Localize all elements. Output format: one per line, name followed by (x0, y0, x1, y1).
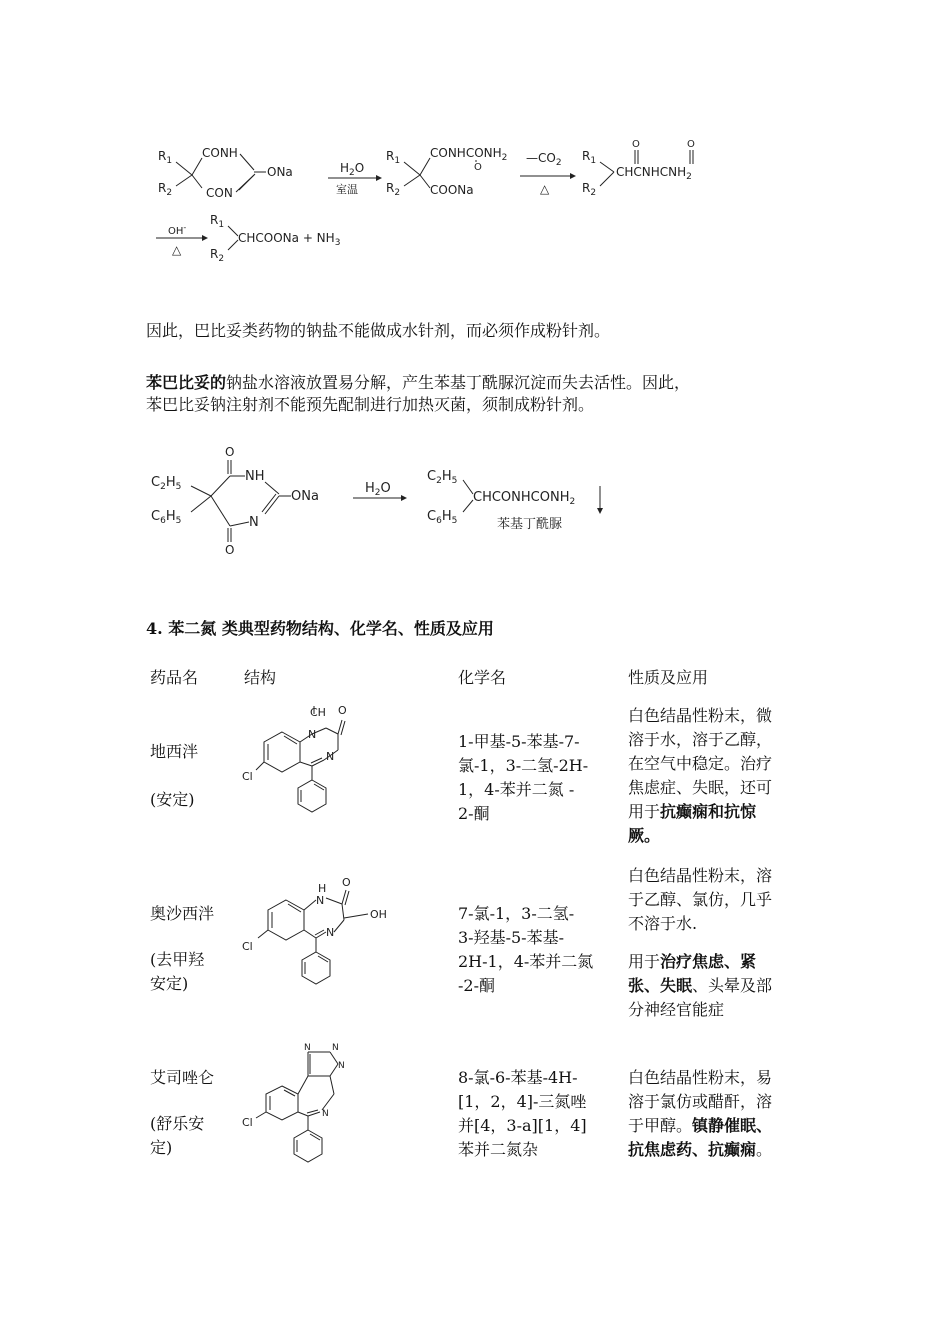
phenylbutyrylurea-name: 苯基丁酰脲 (497, 517, 563, 532)
svg-text:O: O (632, 139, 640, 150)
con-label: CON (206, 186, 233, 200)
r1-label: $R_1$ (158, 149, 173, 166)
paragraph-phenobarbital (146, 372, 806, 416)
final-product-label: CHCOONa + $NH_3$ (238, 231, 341, 248)
conhconh2-label: $CONHCONH_2$ (430, 146, 508, 163)
acylurea-product-label: $CHCNHCNH_2$ (616, 165, 692, 182)
header-structure: 结构 (244, 668, 277, 687)
svg-text:Cl: Cl (242, 1116, 253, 1129)
heat-symbol: △ (540, 182, 550, 196)
svg-text:Cl: Cl (242, 770, 253, 783)
coona-label: COONa (430, 183, 474, 197)
svg-text:OH-: OH- (168, 223, 187, 237)
svg-text:H: H (318, 882, 327, 895)
svg-text:R2: $R_2$ (386, 181, 401, 198)
oxazepam-chemical-name: 7-氯-1，3-二氢- 3-羟基-5-苯基- 2H-1，4-苯并二氮 -2-酮 (458, 904, 594, 995)
svg-text:R1: $R_1$ (582, 149, 597, 166)
svg-text:C6H5: $C_6H_5$ (427, 509, 458, 526)
svg-text:N: N (308, 728, 317, 741)
reaction-scheme-barbiturate-hydrolysis (140, 130, 730, 270)
svg-text:R1: $R_1$ (210, 213, 225, 230)
svg-text:Cl: Cl (242, 940, 253, 953)
svg-text:C6H5: $C_6H_5$ (151, 509, 182, 526)
condition-room-temp: 室温 (336, 183, 358, 196)
reagent-h2o: $H_2O$ (340, 161, 365, 178)
svg-text:OH: OH (370, 908, 387, 921)
svg-text:R1: $R_1$ (386, 149, 401, 166)
svg-text:R2: $R_2$ (582, 181, 597, 198)
svg-text:O: O (338, 704, 347, 717)
estazolam-structure (238, 1040, 368, 1170)
svg-text:N: N (332, 1043, 339, 1053)
svg-text:N: N (316, 894, 325, 907)
svg-text:N: N (326, 750, 335, 763)
svg-text:N: N (304, 1043, 311, 1053)
reaction-scheme-phenobarbital (145, 440, 615, 570)
phenobarbital-line1: 钠盐水溶液放置易分解，产生苯基丁酰脲沉淀而失去活性。因此， (226, 373, 691, 392)
section-title-benzodiazepines: 4. 苯二氮 类典型药物结构、化学名、性质及应用 (146, 619, 494, 638)
svg-text:CH: CH (310, 706, 326, 719)
svg-text:N: N (326, 926, 335, 939)
diazepam-name: 地西泮 (150, 742, 199, 761)
svg-text:O: O (687, 139, 695, 150)
diazepam-chemical-name: 1-甲基-5-苯基-7- 氯-1，3-二氢-2H- 1，4-苯并二氮 - 2-酮 (458, 732, 589, 823)
conh-label: CONH (202, 146, 238, 160)
phenobarbital-lead: 苯巴比妥的 (146, 373, 227, 392)
reagent-minus-co2: $—CO_2$ (526, 151, 562, 168)
header-chemical-name: 化学名 (458, 668, 507, 687)
estazolam-chemical-name: 8-氯-6-苯基-4H- [1，2，4]-三氮唑 并[4，3-a][1，4] 苯并二氮杂 (458, 1068, 587, 1159)
header-properties: 性质及应用 (628, 668, 709, 687)
diazepam-properties: 白色结晶性粉末，微 溶于水，溶于乙醇， 在空气中稳定。治疗 焦虑症、失眠，还可 用于抗癫痫和抗惊 厥。 (628, 706, 773, 845)
header-drug-name: 药品名 (150, 668, 199, 687)
svg-text:C2H5: $C_2H_5$ (427, 469, 458, 486)
estazolam-name: 艾司唑仑 (150, 1068, 215, 1087)
paragraph-barbiturate-injection: 因此，巴比妥类药物的钠盐不能做成水针剂，而必须作成粉针剂。 (146, 321, 611, 340)
oxazepam-alias: (去甲羟 安定) (150, 950, 205, 993)
estazolam-alias: (舒乐安 定) (150, 1114, 205, 1157)
svg-text:N: N (322, 1109, 329, 1119)
svg-text:O: O (342, 876, 351, 889)
diazepam-structure (238, 700, 368, 830)
svg-text:O: O (225, 445, 235, 459)
svg-text:N: N (249, 515, 259, 530)
svg-text:O: O (474, 162, 482, 173)
svg-text:N: N (338, 1061, 345, 1071)
oxazepam-properties: 白色结晶性粉末，溶 于乙醇、氯仿，几乎 不溶于水. 用于治疗焦虑、紧 张、失眠、头晕及部 分神经官能症 (628, 866, 773, 1019)
diazepam-alias: (安定) (150, 790, 195, 809)
oxazepam-structure (238, 870, 398, 1000)
nh-label: NH (245, 469, 265, 484)
svg-text:R2: $R_2$ (210, 247, 225, 264)
svg-text:△: △ (172, 243, 182, 257)
ona-label: ONa (267, 165, 293, 179)
phenobarbital-line2: 苯巴比妥钠注射剂不能预先配制进行加热灭菌，须制成粉针剂。 (146, 395, 595, 414)
svg-text:C2H5: $C_2H_5$ (151, 475, 182, 492)
r2-label: $R_2$ (158, 181, 173, 198)
ona-label-2: ONa (291, 489, 319, 504)
svg-text:O: O (225, 543, 235, 557)
phenylbutyrylurea-formula: $CHCONHCONH_2$ (473, 490, 576, 507)
oxazepam-name: 奥沙西泮 (150, 904, 215, 923)
reagent-h2o-2: $H_2O$ (365, 481, 391, 498)
estazolam-properties: 白色结晶性粉末，易 溶于氯仿或醋酐，溶 于甲醇。镇静催眠、 抗焦虑药、抗癫痫。 (628, 1068, 773, 1159)
